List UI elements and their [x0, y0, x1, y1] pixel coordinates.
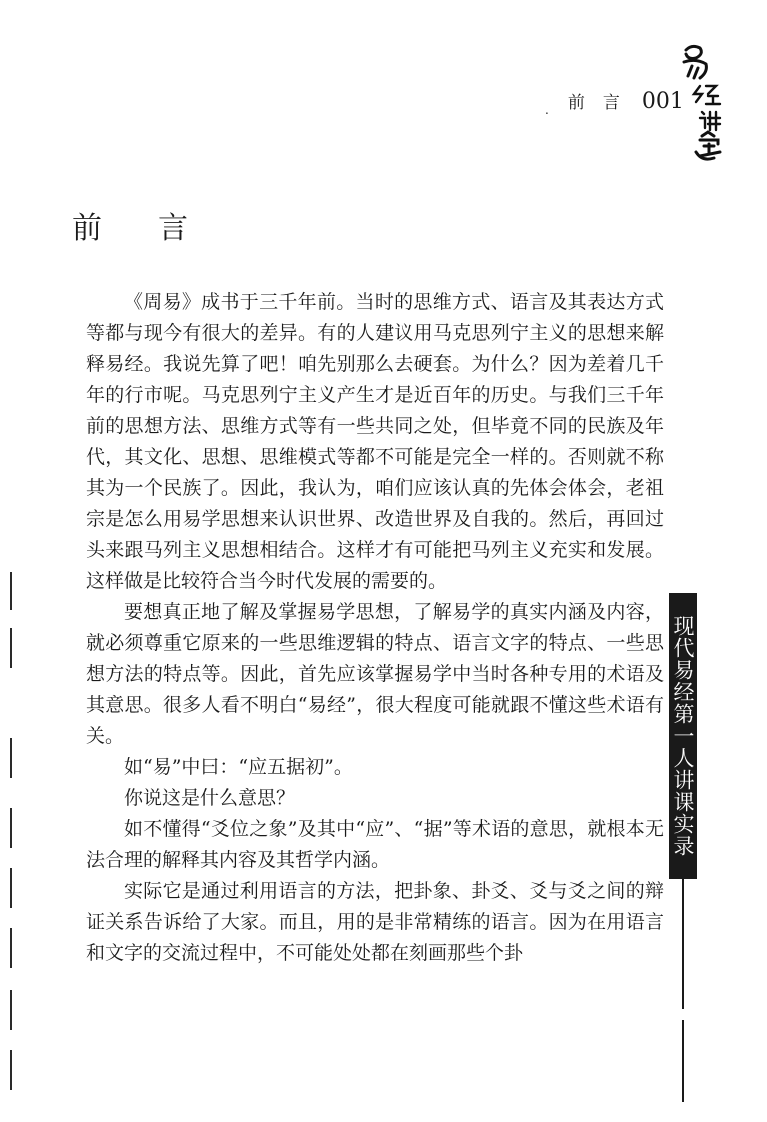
margin-mark [10, 990, 12, 1030]
page-number: 001 [641, 89, 684, 114]
chapter-title: 前言 [72, 211, 244, 246]
paragraph: 实际它是通过利用语言的方法，把卦象、卦爻、爻与爻之间的辩证关系告诉给了大家。而且，用的是非常精练的语言。因为在用语言和文字的交流过程中，不可能处处都在刻画那些个卦 [86, 880, 664, 964]
header-dot: . [545, 103, 550, 117]
margin-mark [10, 738, 12, 778]
margin-mark [10, 1050, 12, 1090]
paragraph: 如“易”中曰：“应五据初”。 [124, 756, 353, 778]
header-title: 前言 [567, 93, 638, 113]
paragraph: 你说这是什么意思？ [124, 787, 296, 809]
margin-mark [10, 928, 12, 968]
margin-mark [10, 572, 12, 610]
body-text [86, 287, 664, 969]
margin-mark [10, 868, 12, 908]
margin-mark [10, 808, 12, 848]
margin-mark [10, 628, 12, 668]
paragraph: 要想真正地了解及掌握易学思想，了解易学的真实内涵及内容，就必须尊重它原来的一些思维逻辑的特点、语言文字的特点、一些思想方法的特点等。因此，首先应该掌握易学中当时各种专用的术语及其意思。很多人看不明白“易经”，很大程度可能就跟不懂这些术语有关。 [86, 601, 664, 747]
paragraph: 《周易》成书于三千年前。当时的思维方式、语言及其表达方式等都与现今有很大的差异。有的人建议用马克思列宁主义的思想来解释易经。我说先算了吧！咱先别那么去硬套。为什么？因为差着几千年的行市呢。马克思列宁主义产生才是近百年的历史。与我们三千年前的思想方法、思维方式等有一些共同之处，但毕竟不同的民族及年代，其文化、思想、思维模式等都不可能是完全一样的。否则就不称其为一个民族了。因此，我认为，咱们应该认真的先体会体会，老祖宗是怎么用易学思想来认识世界、改造世界及自我的。然后，再回过头来跟马列主义思想相结合。这样才有可能把马列主义充实和发展。这样做是比较符合当今时代发展的需要的。 [86, 291, 664, 592]
running-header [545, 88, 684, 117]
side-rule [682, 1020, 684, 1102]
side-tab-series-label: 现代易经第一人讲课实录 [669, 593, 697, 879]
paragraph: 如不懂得“爻位之象”及其中“应”、“据”等术语的意思，就根本无法合理的解释其内容及其哲学内涵。 [86, 818, 664, 871]
calligraphy-logo-icon [678, 40, 728, 165]
side-rule [682, 879, 684, 1009]
